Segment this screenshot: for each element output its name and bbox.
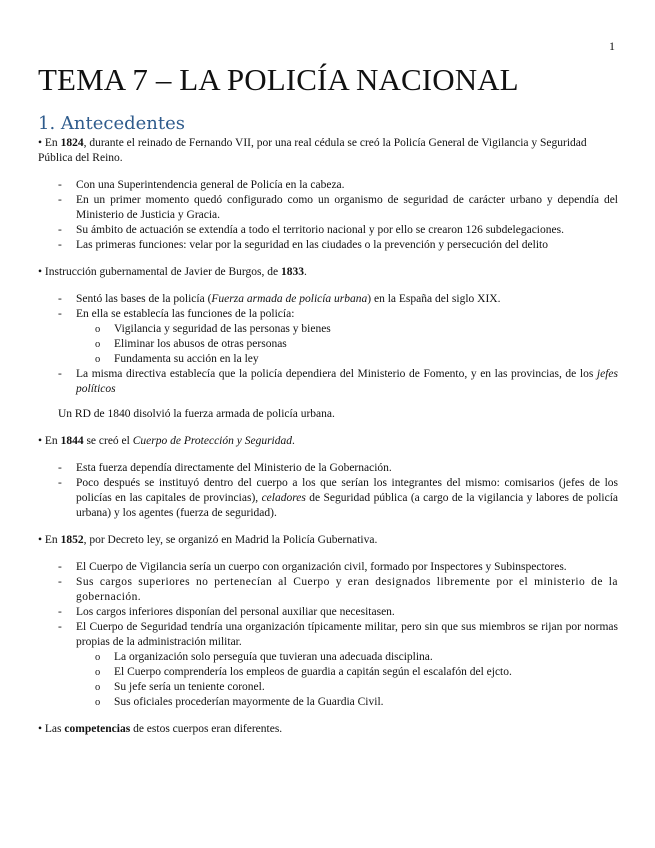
list-item: - Con una Superintendencia general de Policía en la cabeza.: [38, 178, 618, 193]
item-text: El Cuerpo de Seguridad tendría una organización típicamente militar, pero sin que sus miembros se rijan por normas propias de la administración militar.: [76, 621, 618, 648]
item-text: Poco después se instituyó dentro del cuerpo a los que serían los integrantes del mismo: comisarios (jefes de los policías en las capitales de provincias),: [76, 477, 618, 504]
document-body: [38, 136, 618, 737]
paragraph-1824: [38, 136, 618, 166]
list-item: - El Cuerpo de Vigilancia sería un cuerpo con organización civil, formado por Inspectores y Subinspectores.: [38, 560, 618, 575]
list-item: - Sus cargos superiores no pertenecían al Cuerpo y eran designados libremente por el ministerio de la gobernación.: [38, 575, 618, 605]
list-1852: [38, 560, 618, 710]
item-text: ) en la España del siglo XIX.: [367, 293, 501, 305]
sublist-functions: [38, 322, 618, 367]
list-item: - Esta fuerza dependía directamente del Ministerio de la Gobernación.: [38, 461, 618, 476]
year-1844: 1844: [60, 435, 84, 447]
list-item: [38, 476, 618, 521]
item-text: En ella se establecía las funciones de la policía:: [76, 308, 295, 320]
competencias-strong: competencias: [64, 723, 131, 735]
item-text: Sentó las bases de la policía (: [76, 293, 212, 305]
bullet-text: • En: [38, 435, 61, 447]
punctuation: .: [292, 435, 295, 447]
item-text: de Seguridad pública (a cargo de la vigilancia y labores de policía urbana) y los agentes (fuerza de seguridad).: [76, 492, 618, 519]
page-number: 1: [609, 39, 615, 53]
bullet-text: • En: [38, 137, 61, 149]
sublist-item: o Eliminar los abusos de otras personas: [38, 337, 618, 352]
paragraph-text: se creó el: [83, 435, 133, 447]
paragraph-emphasis: Cuerpo de Protección y Seguridad: [132, 435, 292, 447]
list-item: - Los cargos inferiores disponían del personal auxiliar que necesitasen.: [38, 605, 618, 620]
page-title: TEMA 7 – LA POLICÍA NACIONAL: [38, 62, 519, 97]
bullet-text: • Las: [38, 723, 65, 735]
sublist-item: o Vigilancia y seguridad de las personas y bienes: [38, 322, 618, 337]
sublist-item: o La organización solo perseguía que tuvieran una adecuada disciplina.: [38, 650, 618, 665]
paragraph-competencias: [38, 722, 618, 737]
item-emphasis: celadores: [261, 492, 306, 504]
sublist-item: o Su jefe sería un teniente coronel.: [38, 680, 618, 695]
year-1824: 1824: [60, 137, 84, 149]
paragraph-1833: [38, 265, 618, 280]
bullet-text: • Instrucción gubernamental de Javier de Burgos, de: [38, 266, 282, 278]
paragraph-1852: [38, 533, 618, 548]
item-emphasis: jefes políticos: [76, 368, 618, 395]
year-1833: 1833: [281, 266, 305, 278]
paragraph-1844: [38, 434, 618, 449]
list-item: [38, 367, 618, 397]
year-1852: 1852: [60, 534, 84, 546]
list-1844: [38, 461, 618, 521]
list-item: [38, 620, 618, 710]
sublist-item: o El Cuerpo comprendería los empleos de guardia a capitán según el escalafón del ejcto.: [38, 665, 618, 680]
sublist-item: o Sus oficiales procederían mayormente de la Guardia Civil.: [38, 695, 618, 710]
paragraph-text: de estos cuerpos eran diferentes.: [130, 723, 283, 735]
paragraph-text: , durante el reinado de Fernando VII, por una real cédula se creó la Policía General de Vigilancia y Seguridad Pública del Reino.: [38, 137, 587, 164]
list-1824: [38, 178, 618, 253]
item-text: La misma directiva establecía que la policía dependiera del Ministerio de Fomento, y en las provincias, de los: [76, 368, 597, 380]
paragraph-text: , por Decreto ley, se organizó en Madrid la Policía Gubernativa.: [83, 534, 378, 546]
list-1833: [38, 292, 618, 397]
list-item: [38, 307, 618, 367]
section-heading: 1. Antecedentes: [38, 113, 185, 134]
note-1840: Un RD de 1840 disolvió la fuerza armada de policía urbana.: [58, 408, 335, 420]
bullet-text: • En: [38, 534, 61, 546]
sublist-organization: [38, 650, 618, 710]
list-item: [38, 292, 618, 307]
item-emphasis: Fuerza armada de policía urbana: [211, 293, 368, 305]
list-item: - Las primeras funciones: velar por la seguridad en las ciudades o la prevención y persecución del delito: [38, 238, 618, 253]
sublist-item: o Fundamenta su acción en la ley: [38, 352, 618, 367]
list-item: - En un primer momento quedó configurado como un organismo de seguridad de carácter urbano y dependía del Ministerio de Justicia y Gracia.: [38, 193, 618, 223]
list-item: - Su ámbito de actuación se extendía a todo el territorio nacional y por ello se crearon 126 subdelegaciones.: [38, 223, 618, 238]
punctuation: .: [304, 266, 307, 278]
